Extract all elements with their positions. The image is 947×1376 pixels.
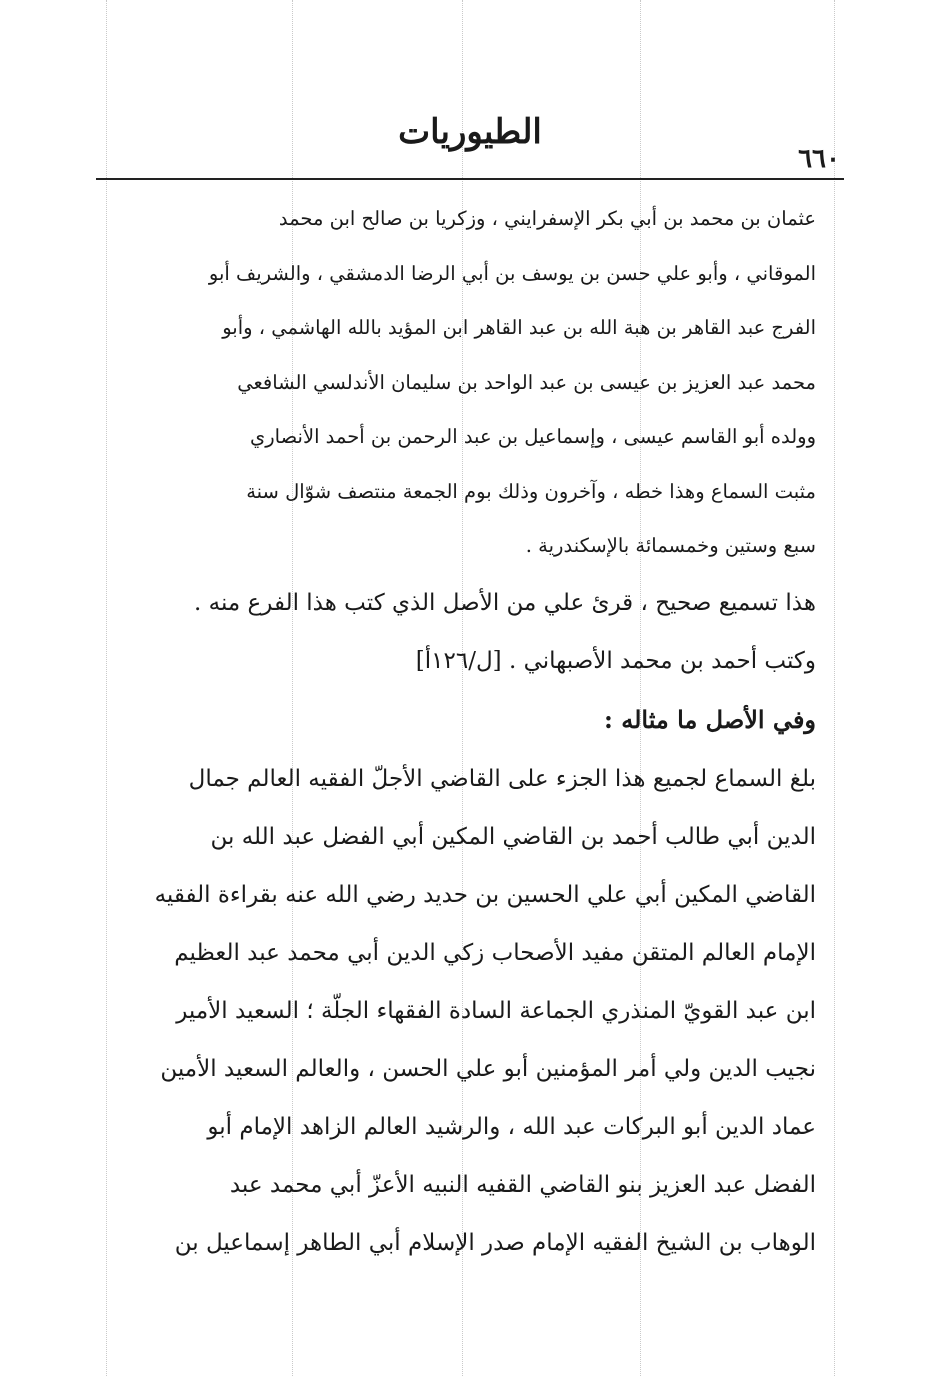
text-line: وكتب أحمد بن محمد الأصبهاني . [ل/١٢٦أ] [415, 647, 816, 674]
text-line: سبع وستين وخمسمائة بالإسكندرية . [525, 534, 816, 557]
paragraph-chain-of-listeners [96, 192, 816, 574]
text-line: محمد عبد العزيز بن عيسى بن عبد الواحد بن سليمان الأندلسي الشافعي [237, 370, 816, 394]
text-line: هذا تسميع صحيح ، قرئ علي من الأصل الذي كتب هذا الفرع منه . [194, 589, 816, 616]
text-line: ابن عبد القويّ المنذري الجماعة السادة الفقهاء الجلّة ؛ السعيد الأمير [176, 997, 816, 1024]
text-line: الإمام العالم المتقن مفيد الأصحاب زكي الدين أبي محمد عبد العظيم [174, 939, 816, 966]
text-line: عثمان بن محمد بن أبي بكر الإسفرايني ، وزكريا بن صالح ابن محمد [278, 207, 816, 230]
text-line: الموقاني ، وأبو علي حسن بن يوسف بن أبي الرضا الدمشقي ، والشريف أبو [208, 261, 816, 285]
text-line: الدين أبي طالب أحمد بن القاضي المكين أبي الفضل عبد الله بن [210, 823, 816, 850]
text-line: الفرج عبد القاهر بن هبة الله بن عبد القاهر ابن المؤيد بالله الهاشمي ، وأبو [222, 316, 816, 339]
header-rule [96, 178, 844, 180]
page-body [96, 192, 816, 1272]
paragraph-attestation [96, 574, 816, 690]
text-line: نجيب الدين ولي أمر المؤمنين أبو علي الحسن ، والعالم السعيد الأمين [160, 1055, 816, 1082]
scan-grid-line [834, 0, 835, 1376]
text-line: وولده أبو القاسم عيسى ، وإسماعيل بن عبد الرحمن بن أحمد الأنصاري [249, 425, 816, 448]
page-header [96, 108, 844, 182]
page-number: ٦٦٠ [798, 144, 840, 174]
text-line: الوهاب بن الشيخ الفقيه الإمام صدر الإسلام أبي الطاهر إسماعيل بن [174, 1229, 816, 1256]
text-line: القاضي المكين أبي علي الحسين بن حديد رضي الله عنه بقراءة الفقيه [154, 881, 816, 908]
text-line: مثبت السماع وهذا خطه ، وآخرون وذلك بوم الجمعة منتصف شوّال سنة [246, 479, 816, 503]
section-heading: وفي الأصل ما مثاله : [603, 704, 816, 734]
text-line: بلغ السماع لجميع هذا الجزء على القاضي الأجلّ الفقيه العالم جمال [188, 765, 816, 792]
paragraph-sama-record [96, 750, 816, 1272]
text-line: عماد الدين أبو البركات عبد الله ، والرشيد العالم الزاهد الإمام أبو [207, 1113, 816, 1140]
text-line: الفضل عبد العزيز بنو القاضي القفيه النبيه الأعزّ أبي محمد عبد [229, 1171, 816, 1198]
running-title: الطيوريات [398, 112, 542, 152]
